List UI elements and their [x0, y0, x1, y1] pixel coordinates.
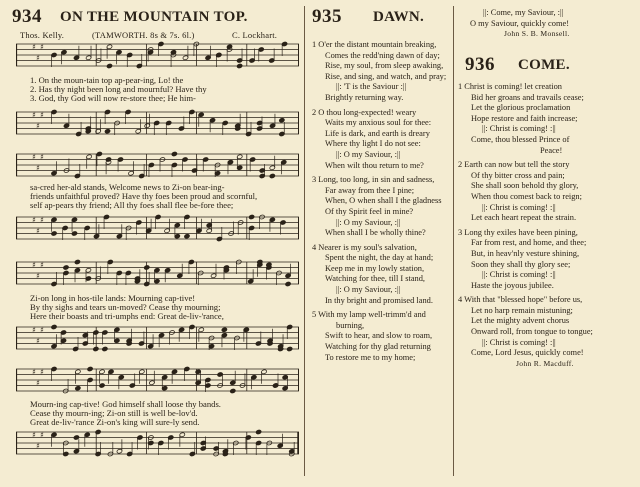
verse-line: 1 O'er the distant mountain breaking, [312, 40, 437, 49]
verse-line: Let no harp remain mistuning; [471, 305, 573, 315]
verse-line: In thy bright and promised land. [325, 295, 433, 305]
hymn-935-continuation [470, 8, 635, 40]
svg-text:♯: ♯ [40, 215, 44, 225]
hymn-author-936: John R. Macduff. [516, 358, 574, 368]
verse-line: Spent the night, the day at hand; [325, 253, 434, 263]
verse-line: Life is dark, and earth is dreary [325, 128, 430, 138]
svg-text:♯: ♯ [40, 325, 44, 335]
refrain-line: ||: Christ is coming! :|| [482, 337, 556, 347]
svg-text:♯: ♯ [40, 152, 44, 162]
verse-line: Let the glorious proclamation [471, 103, 571, 113]
lyric-line: sa-cred her-ald stands, Welcome news to Zi-on bear-ing- [30, 183, 225, 192]
lyric-line: Zi-on long in hos-tile lands: Mourning cap-tive! [30, 294, 196, 303]
lyric-line: Cease thy mourn-ing; Zi-on still is well be-lov'd. [30, 409, 198, 419]
verse-line: 2 O thou long-expected! weary [312, 107, 417, 117]
verse-line: 4 With that "blessed hope" before us, [458, 295, 583, 305]
svg-text:♯: ♯ [32, 152, 36, 162]
hymn-composer-934: C. Lockhart. [232, 30, 278, 40]
staff-notation [16, 365, 299, 399]
lyric-line: 2. Has thy night been long and mournful? Have thy [30, 85, 207, 95]
verse-line: burning, [336, 320, 365, 330]
music-staff-system-4-bass [16, 428, 299, 462]
verse-line: Soon they shall thy glory see; [471, 259, 571, 269]
svg-text:♯: ♯ [32, 215, 36, 225]
verse-line: To restore me to my home; [325, 352, 416, 362]
hymn-936-text [458, 82, 636, 369]
refrain-line: ||: Christ is coming! :|| [482, 270, 556, 280]
svg-text:♯: ♯ [36, 271, 40, 281]
svg-text:♯: ♯ [36, 53, 40, 63]
verse-line: 3 Long, too long, in sin and sadness, [312, 175, 435, 185]
svg-text:♯: ♯ [32, 42, 36, 52]
lyric-line: By thy sighs and tears un-moved? Cease thy mourning; [30, 303, 221, 313]
lyric-line: 3. God, thy God will now re-store thee; He him- [30, 94, 196, 104]
music-staff-system-4 [16, 365, 299, 399]
music-staff-system-3-bass [16, 323, 299, 357]
column-divider [453, 6, 454, 476]
hymn-number-934: 934 [12, 6, 42, 27]
svg-text:♯: ♯ [40, 110, 44, 120]
verse-line: Brightly returning way. [325, 92, 404, 102]
verse-line: Of thy bitter cross and pain; [471, 170, 565, 180]
refrain-line: ||: Christ is coming! :|| [482, 124, 556, 134]
verse-line: O my Saviour, quickly come! [470, 18, 569, 28]
hymn-title-936: COME. [518, 57, 570, 73]
verse-line: She shall soon behold thy glory, [471, 181, 579, 191]
verse-line: Swift to hear, and slow to roam, [325, 331, 433, 341]
refrain-line: ||: O my Saviour, :|| [336, 217, 401, 227]
staff-notation [16, 108, 299, 142]
refrain-line: ||: 'T is the Saviour :|| [336, 82, 407, 92]
verse-line: 4 Nearer is my soul's salvation, [312, 242, 417, 252]
verse-line: Where thy light I do not see: [325, 139, 421, 149]
refrain-line: ||: O my Saviour, :|| [336, 285, 401, 295]
refrain-line: ||: Christ is coming! :|| [482, 202, 556, 212]
svg-text:♯: ♯ [32, 110, 36, 120]
svg-text:♯: ♯ [32, 260, 36, 270]
staff-notation [16, 323, 299, 357]
verse-line: Onward roll, from tongue to tongue; [471, 327, 593, 337]
svg-text:♯: ♯ [36, 336, 40, 346]
lyric-line: self ap-pears thy friend; All thy foes shall flee be-fore thee; [30, 201, 234, 211]
verse-line: Haste the joyous jubilee. [471, 280, 554, 290]
svg-text:♯: ♯ [32, 325, 36, 335]
verse-line: When wilt thou return to me? [325, 160, 424, 170]
hymn-935-text [312, 40, 452, 363]
svg-text:♯: ♯ [36, 378, 40, 388]
svg-text:♯: ♯ [36, 121, 40, 131]
lyrics-block-3 [30, 294, 300, 322]
lyric-line: Here their boasts and tri-umphs end: Great de-liv-'rance, [30, 312, 224, 322]
music-staff-system-3 [16, 258, 299, 292]
svg-text:♯: ♯ [40, 367, 44, 377]
music-staff-system-1 [16, 40, 299, 76]
svg-text:♯: ♯ [32, 367, 36, 377]
hymn-number-935: 935 [312, 6, 342, 27]
hymn-tune-934: (TAMWORTH. 8s & 7s. 6l.) [92, 30, 195, 40]
verse-line: Of thy Spirit feel in mine? [325, 206, 414, 216]
verse-line: Come, thou blessed Prince of [471, 134, 570, 144]
svg-text:♯: ♯ [40, 430, 44, 440]
verse-line: Waits my anxious soul for thee: [325, 118, 432, 128]
lyric-line: friends unfaithful proved? Have thy foes been proud and scornful, [30, 192, 258, 202]
music-staff-system-2-bass [16, 213, 299, 247]
lyrics-block-4 [30, 400, 300, 428]
lyric-line: 1. On the moun-tain top ap-pear-ing, Lo! the [30, 76, 184, 85]
verse-line: 2 Earth can now but tell the story [458, 160, 570, 170]
lyric-line: Great de-liv-'rance Zi-on's king will sure-ly send. [30, 418, 200, 428]
hymn-title-935: DAWN. [373, 9, 425, 25]
verse-line: When thou comest back to reign; [471, 191, 582, 201]
verse-line: Let the mighty advent chorus [471, 316, 570, 326]
lyrics-block-1 [30, 76, 300, 104]
verse-line: Far away from thee I pine; [325, 185, 415, 195]
svg-text:♯: ♯ [36, 163, 40, 173]
verse-line: But, in heav'nly vesture shining, [471, 248, 580, 258]
verse-line: Far from rest, and home, and thee; [471, 238, 587, 248]
svg-text:♯: ♯ [36, 441, 40, 451]
svg-text:♯: ♯ [40, 260, 44, 270]
svg-text:♯: ♯ [36, 226, 40, 236]
lyric-line: Mourn-ing cap-tive! God himself shall loose thy bands. [30, 400, 221, 409]
verse-line: Rise, my soul, from sleep awaking, [325, 61, 444, 71]
verse-line: Let each heart repeat the strain. [471, 213, 577, 223]
verse-line: Watching for thee, till I stand, [325, 274, 426, 284]
verse-line: 3 Long thy exiles have been pining, [458, 227, 578, 237]
verse-line: Hope restore and faith increase; [471, 113, 578, 123]
refrain-line: ||: O my Saviour, :|| [336, 149, 401, 159]
verse-line: Watching for thy glad returning [325, 342, 431, 352]
verse-line: 5 With my lamp well-trimm'd and [312, 310, 426, 320]
column-divider [304, 6, 305, 476]
staff-notation [16, 428, 299, 462]
verse-line: Comes the redd'ning dawn of day; [325, 50, 440, 60]
hymn-title-934: ON THE MOUNTAIN TOP. [60, 9, 248, 25]
verse-line: Come, Lord Jesus, quickly come! [471, 348, 584, 358]
verse-line: Rise, and sing, and watch, and pray; [325, 71, 447, 81]
svg-text:♯: ♯ [40, 42, 44, 52]
refrain-line: ||: Come, my Saviour, :|| [483, 8, 564, 17]
verse-line: 1 Christ is coming! let creation [458, 82, 562, 91]
hymn-author-934: Thos. Kelly. [20, 30, 65, 40]
verse-line: When, O when shall I the gladness [325, 196, 442, 206]
lyrics-block-2 [30, 183, 300, 211]
verse-line: Peace! [540, 145, 563, 155]
staff-notation [16, 258, 299, 292]
verse-line: Keep me in my lowly station, [325, 263, 425, 273]
staff-notation [16, 213, 299, 247]
hymn-number-936: 936 [465, 54, 495, 75]
staff-notation [16, 150, 299, 184]
music-staff-system-1-bass [16, 108, 299, 142]
hymn-author-935: John S. B. Monsell. [504, 29, 570, 39]
svg-text:♯: ♯ [32, 430, 36, 440]
verse-line: When shall I be wholly thine? [325, 228, 426, 238]
staff-notation [16, 40, 299, 76]
music-staff-system-2 [16, 150, 299, 184]
verse-line: Bid her groans and travails cease; [471, 92, 584, 102]
